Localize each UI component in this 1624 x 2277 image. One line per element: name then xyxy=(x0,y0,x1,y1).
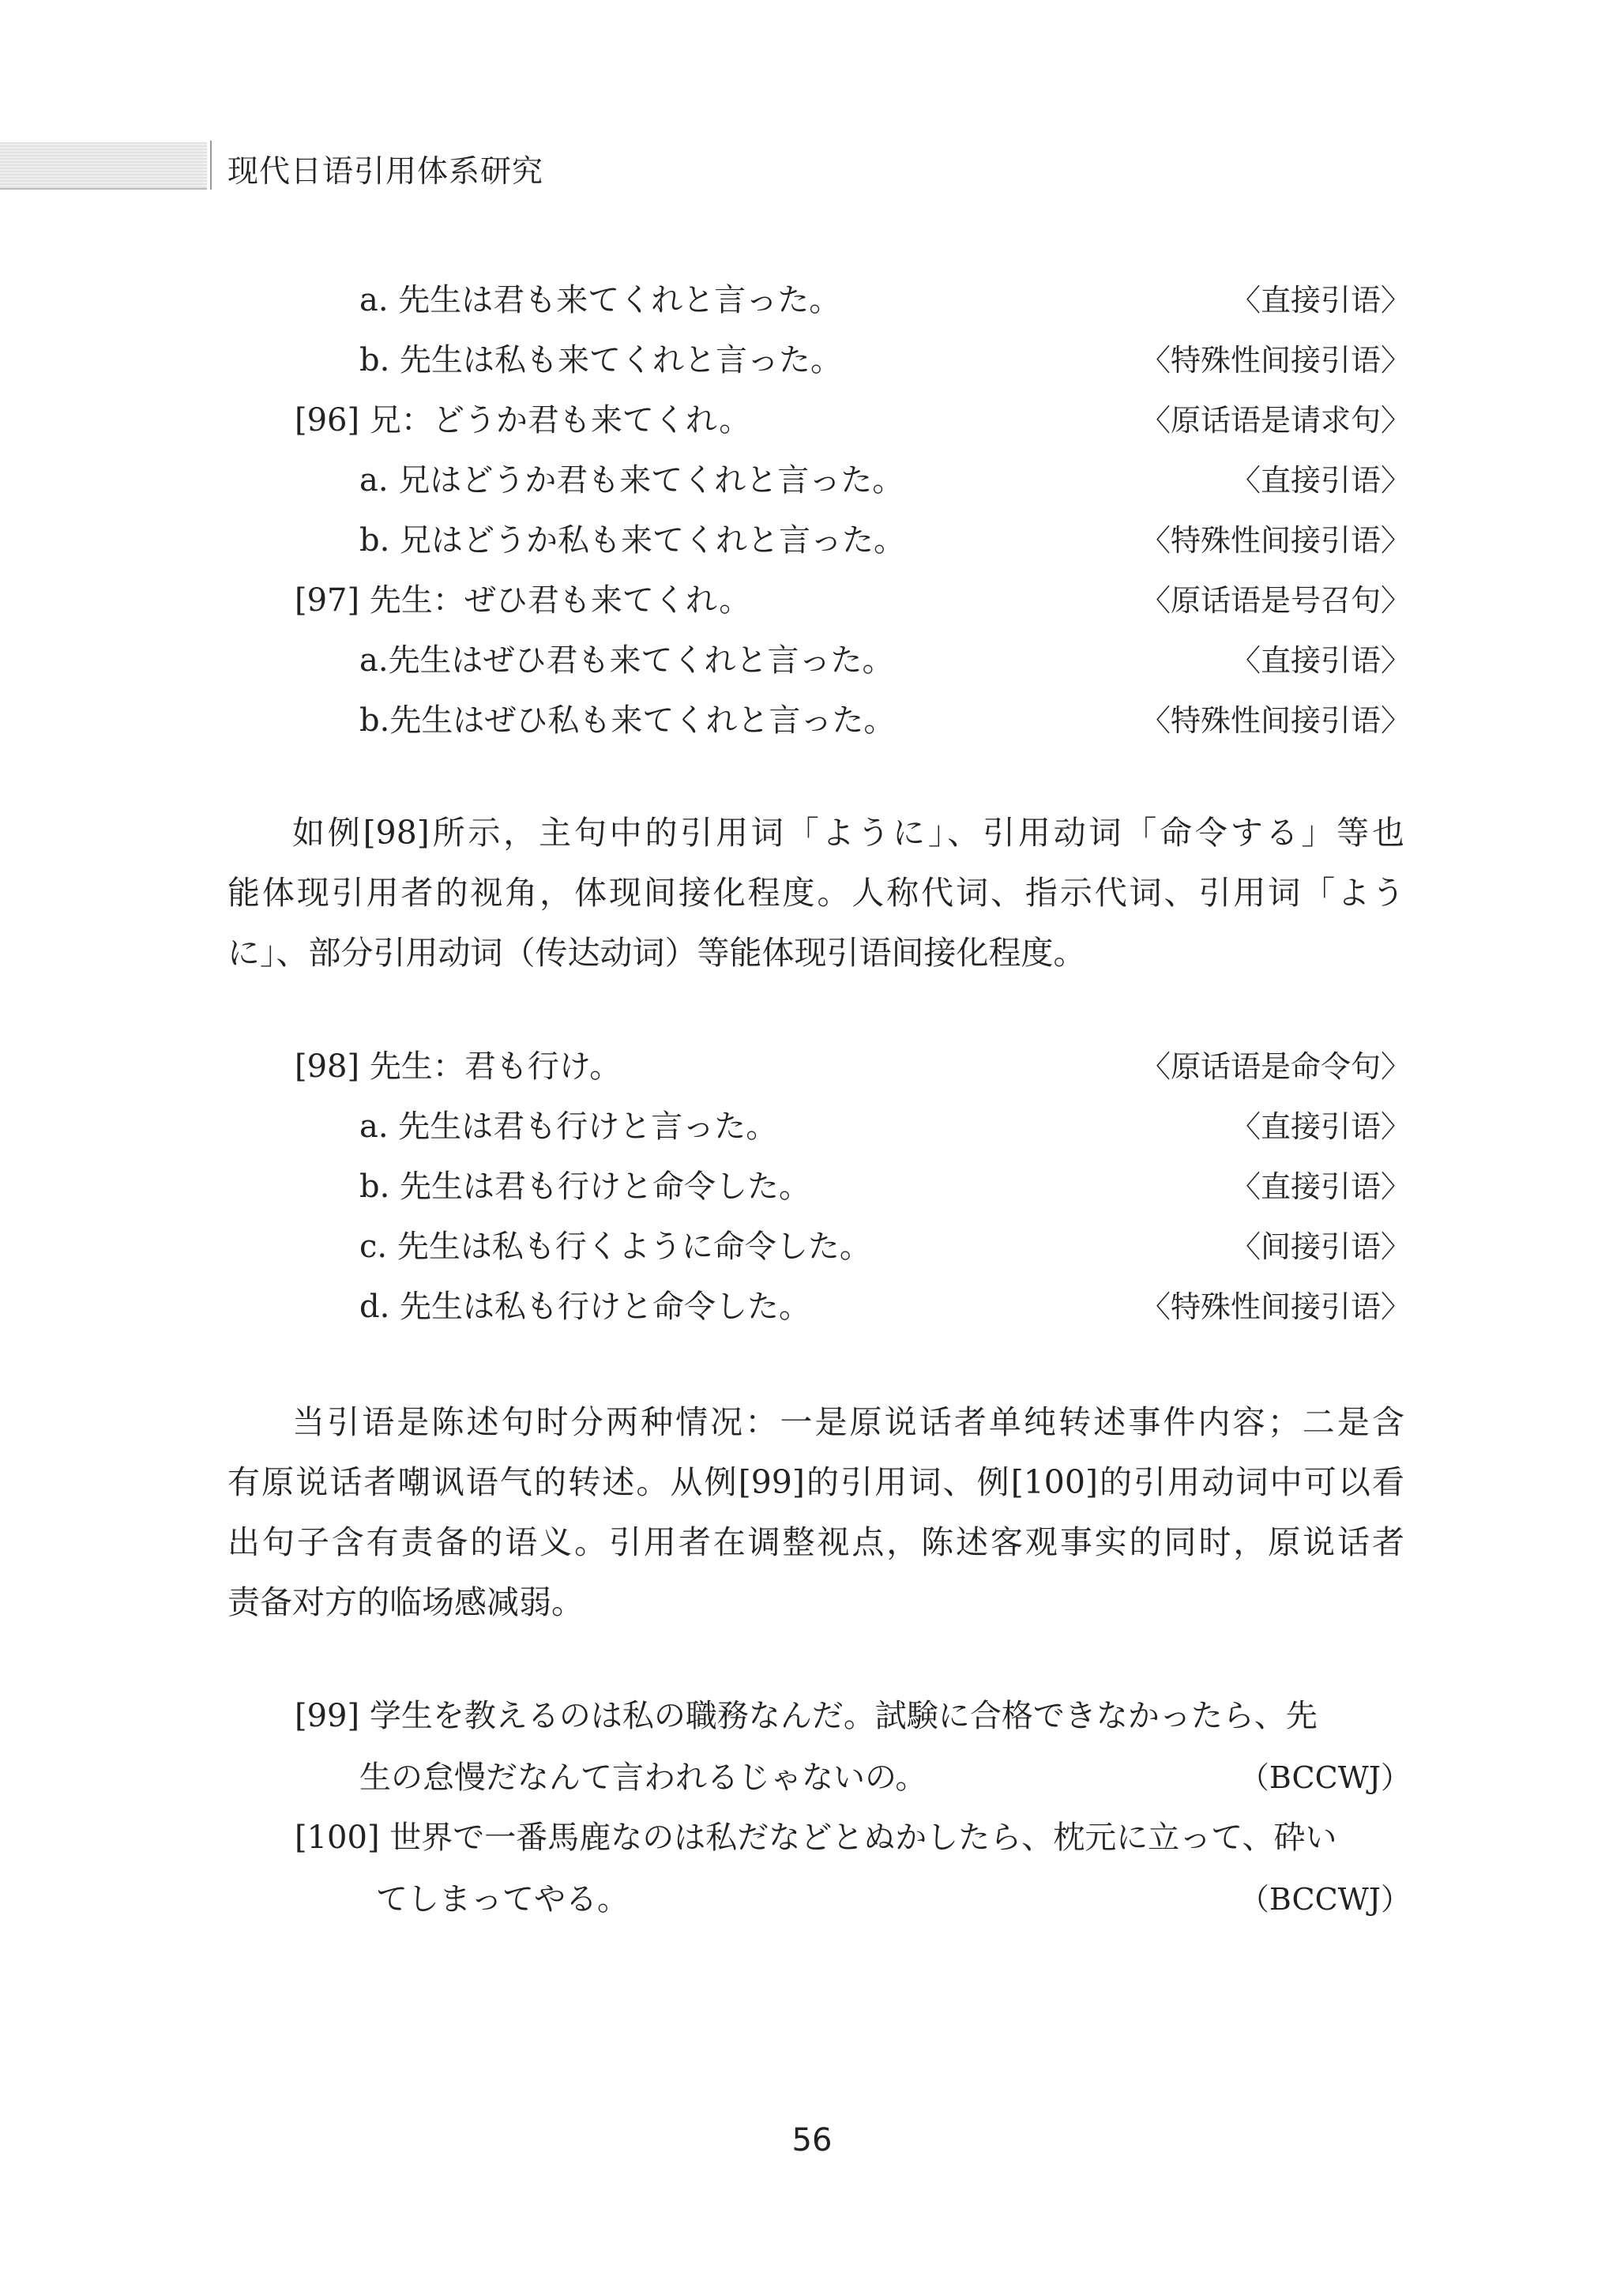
running-header-title: 现代日语引用体系研究 xyxy=(227,154,544,190)
example-line: てしまってやる。 xyxy=(376,1881,629,1918)
example-line: c. 先生は私も行くように命令した。 xyxy=(359,1229,871,1265)
example-line: [97] 先生：ぜひ君も来てくれ。 xyxy=(295,582,751,619)
example-line: d. 先生は私も行けと命令した。 xyxy=(359,1289,811,1325)
paragraph-line: 如例[98]所示，主句中的引用词「ように」、引用动词「命令する」等也 xyxy=(292,814,1404,852)
example-label: 〈直接引语〉 xyxy=(1230,643,1411,678)
example-line: b. 兄はどうか私も来てくれと言った。 xyxy=(359,522,906,559)
header-rule xyxy=(0,188,207,190)
example-source: （BCCWJ） xyxy=(1239,1882,1411,1917)
example-label: 〈原话语是请求句〉 xyxy=(1140,403,1411,438)
example-label: 〈直接引语〉 xyxy=(1230,1169,1411,1204)
example-label: 〈间接引语〉 xyxy=(1230,1229,1411,1264)
example-label: 〈特殊性间接引语〉 xyxy=(1140,523,1411,558)
example-label: 〈特殊性间接引语〉 xyxy=(1140,703,1411,738)
paragraph-line: 有原说话者嘲讽语气的转述。从例[99]的引用词、例[100]的引用动词中可以看 xyxy=(227,1463,1404,1501)
body-paragraph-2 xyxy=(227,1392,1404,1632)
example-label: 〈原话语是命令句〉 xyxy=(1140,1049,1411,1084)
paragraph-line: に」、部分引用动词（传达动词）等能体现引语间接化程度。 xyxy=(227,934,1086,972)
paragraph-line: 出句子含有责备的语义。引用者在调整视点，陈述客观事实的同时，原说话者 xyxy=(227,1523,1404,1561)
example-line: b. 先生は私も来てくれと言った。 xyxy=(359,342,843,378)
header-decoration-bar xyxy=(0,142,207,188)
header-separator xyxy=(210,141,212,190)
paragraph-line: 责备对方的临场感减弱。 xyxy=(227,1583,584,1621)
example-line: [96] 兄：どうか君も来てくれ。 xyxy=(295,402,751,438)
example-label: 〈原话语是号召句〉 xyxy=(1140,583,1411,618)
example-label: 〈直接引语〉 xyxy=(1230,283,1411,318)
page-number: 56 xyxy=(791,2122,833,2158)
example-line: 生の怠慢だなんて言われるじゃないの。 xyxy=(359,1760,927,1796)
example-label: 〈直接引语〉 xyxy=(1230,463,1411,498)
example-label: 〈直接引语〉 xyxy=(1230,1109,1411,1144)
example-line: [99] 学生を教えるのは私の職務なんだ。試験に合格できなかったら、先 xyxy=(295,1698,1318,1734)
example-line: b. 先生は君も行けと命令した。 xyxy=(359,1169,811,1205)
example-line: a. 先生は君も行けと言った。 xyxy=(359,1108,778,1145)
example-line: b.先生はぜひ私も来てくれと言った。 xyxy=(359,702,896,739)
example-line: a. 兄はどうか君も来てくれと言った。 xyxy=(359,462,904,499)
example-line: [98] 先生：君も行け。 xyxy=(295,1048,622,1085)
example-line: a.先生はぜひ君も来てくれと言った。 xyxy=(359,642,894,679)
paragraph-line: 能体现引用者的视角，体现间接化程度。人称代词、指示代词、引用词「よう xyxy=(227,874,1404,912)
body-paragraph-1 xyxy=(227,803,1404,983)
example-label: 〈特殊性间接引语〉 xyxy=(1140,1289,1411,1324)
example-label: 〈特殊性间接引语〉 xyxy=(1140,343,1411,378)
example-line: [100] 世界で一番馬鹿なのは私だなどとぬかしたら、枕元に立って、砕い xyxy=(295,1820,1337,1856)
example-source: （BCCWJ） xyxy=(1239,1760,1411,1795)
paragraph-line: 当引语是陈述句时分两种情况：一是原说话者单纯转述事件内容；二是含 xyxy=(292,1403,1404,1441)
example-line: a. 先生は君も来てくれと言った。 xyxy=(359,282,841,318)
